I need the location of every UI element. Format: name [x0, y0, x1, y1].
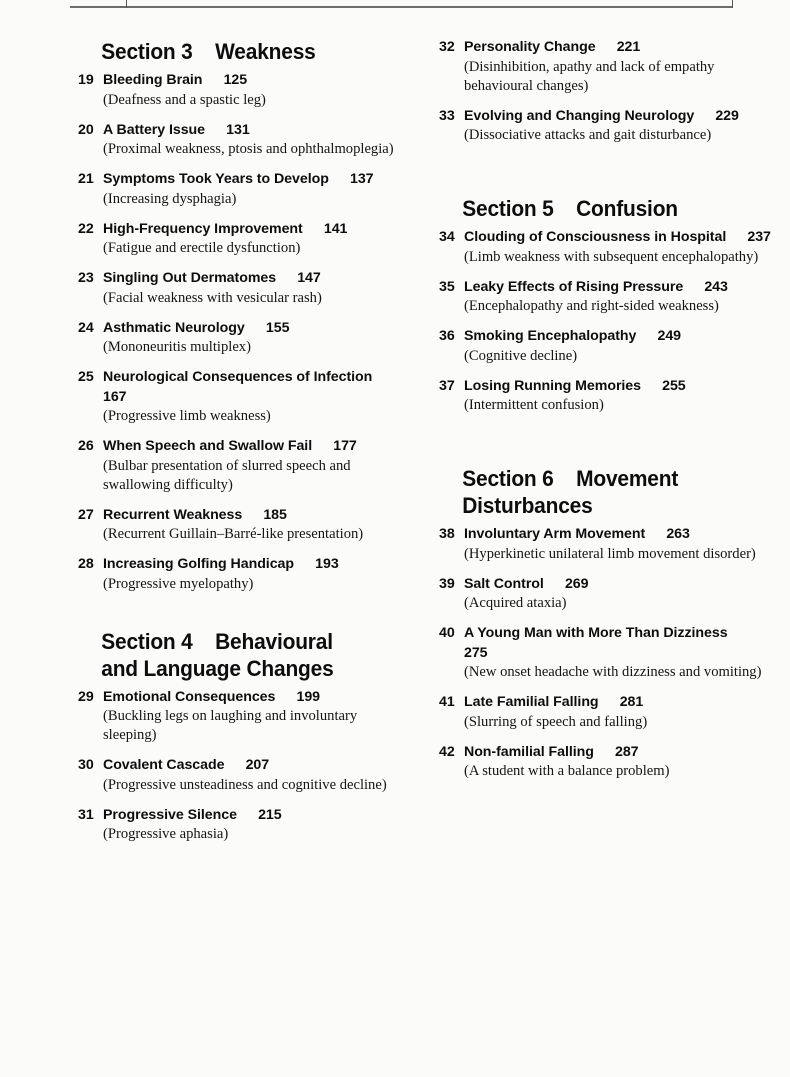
toc-entry-number: 25	[78, 369, 94, 385]
toc-entry-subtitle: (Progressive limb weakness)	[103, 408, 271, 424]
toc-entry[interactable]	[78, 71, 397, 110]
toc-entry-subtitle: (Progressive myelopathy)	[103, 575, 254, 592]
toc-entry-page-number: 177	[333, 438, 357, 454]
toc-entry-body	[103, 170, 397, 209]
toc-entry-title	[464, 693, 772, 713]
toc-entry-title-text: Increasing Golfing Handicap	[103, 556, 294, 572]
toc-entry-body	[464, 38, 772, 96]
toc-entry-page-number: 269	[564, 575, 589, 592]
toc-entry-title	[464, 228, 772, 248]
toc-entry-page-number: 131	[226, 121, 250, 138]
toc-entry-title	[103, 437, 397, 457]
toc-entry-number: 34	[439, 229, 455, 245]
toc-entry[interactable]	[78, 170, 397, 209]
toc-entry-title-text: Salt Control	[464, 575, 544, 592]
rule-tick-right	[732, 0, 733, 8]
toc-entry-title-text: Asthmatic Neurology	[103, 319, 245, 336]
toc-entry-subtitle: (Buckling legs on laughing and involuntary sleeping)	[103, 708, 361, 743]
toc-entry-number: 32	[439, 39, 455, 55]
toc-entry[interactable]	[439, 377, 772, 416]
section-heading: Section 6 Movement Disturbances	[462, 466, 684, 518]
toc-entry-subtitle: (Dissociative attacks and gait disturbance)	[464, 127, 712, 143]
toc-entry-page-number: 249	[657, 328, 682, 344]
toc-entry[interactable]	[78, 688, 397, 746]
toc-entry-number: 38	[439, 526, 455, 542]
toc-entry-body	[103, 437, 397, 495]
toc-entry-page-number: 141	[323, 220, 348, 237]
toc-entry-subtitle: (Increasing dysphagia)	[103, 190, 237, 207]
toc-entry-body	[103, 319, 397, 358]
toc-entry-page-number: 199	[296, 688, 321, 705]
toc-entry-page-number: 243	[704, 278, 728, 295]
toc-column-right	[405, 38, 790, 792]
toc-entry-body	[464, 228, 772, 267]
toc-entry[interactable]	[439, 228, 772, 267]
toc-entry-subtitle: (Cognitive decline)	[464, 347, 578, 364]
toc-entry-title	[103, 170, 397, 190]
toc-entry-subtitle: (Intermittent confusion)	[464, 397, 604, 413]
toc-entry-subtitle: (A student with a balance problem)	[464, 763, 670, 779]
toc-entry-title-text: Personality Change	[464, 39, 596, 55]
toc-entry-title	[103, 688, 397, 708]
toc-entry-subtitle: (Encephalopathy and right-sided weakness)	[464, 298, 719, 314]
toc-entry-title	[464, 38, 772, 58]
toc-entry-title	[103, 220, 397, 240]
toc-entry[interactable]	[439, 575, 772, 614]
toc-entry-title-text: Clouding of Consciousness in Hospital	[464, 229, 727, 245]
section-heading: Section 5 Confusion	[462, 196, 678, 221]
toc-entry-number: 30	[78, 757, 94, 773]
toc-entry-body	[103, 806, 397, 845]
toc-entry-number: 27	[78, 506, 94, 523]
toc-entry-subtitle: (Progressive unsteadiness and cognitive decline)	[103, 776, 387, 793]
toc-entry-title-text: When Speech and Swallow Fail	[103, 438, 313, 454]
toc-entry-title	[103, 756, 397, 776]
toc-entry-title-text: Covalent Cascade	[103, 757, 225, 773]
toc-entry-page-number: 275	[464, 644, 488, 661]
section-heading: Section 3 Weakness	[101, 39, 316, 64]
toc-entry-title-text: Recurrent Weakness	[103, 506, 243, 523]
toc-entry-subtitle: (Disinhibition, apathy and lack of empathy behavioural changes)	[464, 58, 719, 94]
toc-entry-title-text: Smoking Encephalopathy	[464, 328, 637, 344]
toc-entry-subtitle: (Hyperkinetic unilateral limb movement disorder)	[464, 545, 756, 562]
toc-entry-subtitle: (Facial weakness with vesicular rash)	[103, 289, 322, 306]
toc-entry[interactable]	[439, 693, 772, 732]
toc-entry[interactable]	[439, 624, 772, 682]
toc-entry[interactable]	[78, 756, 397, 795]
toc-entry-number: 20	[78, 121, 94, 138]
toc-entry-title	[103, 319, 397, 339]
toc-entry-subtitle: (Limb weakness with subsequent encephalopathy)	[464, 248, 759, 265]
toc-entry[interactable]	[439, 327, 772, 366]
toc-entry[interactable]	[439, 278, 772, 317]
toc-entry[interactable]	[78, 806, 397, 845]
toc-entry-subtitle: (New onset headache with dizziness and vomiting)	[464, 664, 762, 680]
toc-entry-body	[464, 693, 772, 732]
toc-entry-number: 31	[78, 806, 94, 823]
toc-entry-number: 28	[78, 556, 94, 572]
toc-entry-page-number: 147	[297, 270, 321, 286]
toc-entry-subtitle: (Bulbar presentation of slurred speech and swallowing difficulty)	[103, 457, 355, 493]
toc-entry-body	[103, 71, 397, 110]
section-heading: Section 4 Behavioural and Language Changes	[101, 628, 339, 681]
toc-entry-number: 40	[439, 625, 455, 641]
toc-entry-page-number: 137	[349, 171, 374, 187]
toc-entry-body	[464, 278, 772, 317]
toc-entry-subtitle: (Proximal weakness, ptosis and ophthalmoplegia)	[103, 141, 394, 157]
toc-entry-number: 36	[439, 328, 455, 344]
toc-entry-page-number: 215	[258, 806, 282, 823]
toc-entry-title-text: Losing Running Memories	[464, 377, 641, 394]
toc-entry-title-text: Involuntary Arm Movement	[464, 526, 646, 542]
toc-entry-title	[103, 269, 397, 289]
toc-entry[interactable]	[439, 107, 772, 146]
toc-entry-page-number: 221	[616, 39, 641, 55]
toc-entry-body	[464, 107, 772, 146]
toc-entry-body	[464, 525, 772, 564]
toc-entry-body	[464, 377, 772, 416]
toc-entry-title	[103, 506, 397, 526]
toc-entry-page-number: 185	[263, 506, 287, 523]
toc-entry[interactable]	[78, 506, 397, 545]
rule-tick-left	[126, 0, 127, 8]
toc-entry-title-text: Bleeding Brain	[103, 72, 203, 88]
toc-entry[interactable]	[78, 555, 397, 594]
toc-entry-subtitle: (Deafness and a spastic leg)	[103, 91, 266, 108]
toc-entry[interactable]	[439, 525, 772, 564]
toc-entry-title-text: Singling Out Dermatomes	[103, 270, 277, 286]
toc-entry-title	[103, 555, 397, 575]
toc-entry-number: 21	[78, 171, 94, 187]
toc-entry-number: 37	[439, 377, 455, 394]
toc-entry-title-text: A Young Man with More Than Dizziness	[464, 625, 728, 641]
toc-entry-page-number: 281	[619, 694, 644, 710]
toc-entry-page-number: 229	[715, 107, 739, 124]
toc-entry-title	[103, 368, 397, 407]
toc-entry-body	[464, 743, 772, 782]
toc-entry-number: 19	[78, 72, 94, 88]
toc-entry-body	[464, 327, 772, 366]
toc-entry-title-text: A Battery Issue	[103, 121, 206, 138]
toc-entry-number: 39	[439, 575, 455, 592]
toc-entry-title	[103, 121, 397, 141]
toc-entry[interactable]	[78, 319, 397, 358]
toc-entry-number: 22	[78, 220, 94, 237]
toc-entry-body	[103, 121, 397, 160]
toc-entry-title-text: Neurological Consequences of Infection	[103, 369, 373, 385]
toc-entry-subtitle: (Recurrent Guillain–Barré-like presentation)	[103, 526, 364, 542]
toc-entry[interactable]	[439, 38, 772, 96]
toc-entry-page-number: 263	[666, 526, 690, 542]
toc-entry-number: 35	[439, 278, 455, 295]
toc-entry[interactable]	[78, 121, 397, 160]
toc-entry-number: 23	[78, 270, 94, 286]
toc-entry-body	[464, 624, 772, 682]
toc-entry-title	[464, 107, 772, 127]
toc-entry-page-number: 287	[615, 743, 639, 760]
toc-entry-number: 29	[78, 688, 94, 705]
toc-entry-page-number: 155	[265, 319, 290, 336]
toc-entry-title-text: Evolving and Changing Neurology	[464, 107, 695, 124]
toc-entry-body	[464, 575, 772, 614]
toc-entry-title-text: Symptoms Took Years to Develop	[103, 171, 329, 187]
toc-entry-body	[103, 368, 397, 426]
toc-entry-subtitle: (Fatigue and erectile dysfunction)	[103, 240, 301, 256]
toc-entry-title	[464, 743, 772, 763]
toc-entry[interactable]	[439, 743, 772, 782]
toc-entry-subtitle: (Mononeuritis multiplex)	[103, 339, 251, 355]
page-top-rule	[70, 6, 733, 8]
toc-entry-body	[103, 555, 397, 594]
toc-entry-page-number: 167	[103, 388, 127, 405]
toc-columns	[0, 38, 790, 855]
toc-entry-subtitle: (Acquired ataxia)	[464, 595, 567, 611]
toc-entry-title	[464, 278, 772, 298]
toc-entry-title-text: Late Familial Falling	[464, 694, 599, 710]
toc-entry-number: 41	[439, 694, 455, 710]
toc-entry[interactable]	[78, 437, 397, 495]
toc-entry-title	[103, 71, 397, 91]
toc-entry-body	[103, 688, 397, 746]
toc-entry-title-text: High-Frequency Improvement	[103, 220, 303, 237]
toc-entry-title	[464, 377, 772, 397]
toc-entry-title	[464, 525, 772, 545]
toc-entry-page-number: 193	[315, 556, 339, 572]
toc-entry-title	[464, 575, 772, 595]
toc-entry[interactable]	[78, 368, 397, 426]
toc-entry-title-text: Progressive Silence	[103, 806, 237, 823]
toc-entry-page-number: 207	[245, 757, 270, 773]
toc-entry-body	[103, 220, 397, 259]
toc-entry-body	[103, 269, 397, 308]
toc-entry[interactable]	[78, 269, 397, 308]
toc-entry-body	[103, 506, 397, 545]
toc-entry-number: 26	[78, 438, 94, 454]
toc-entry-title-text: Non-familial Falling	[464, 743, 594, 760]
toc-entry-page-number: 237	[747, 229, 771, 245]
toc-entry-subtitle: (Progressive aphasia)	[103, 826, 229, 842]
toc-entry[interactable]	[78, 220, 397, 259]
toc-entry-number: 42	[439, 743, 455, 760]
toc-entry-body	[103, 756, 397, 795]
toc-entry-page-number: 125	[223, 72, 248, 88]
toc-entry-subtitle: (Slurring of speech and falling)	[464, 713, 648, 730]
toc-entry-title-text: Leaky Effects of Rising Pressure	[464, 278, 684, 295]
toc-entry-title-text: Emotional Consequences	[103, 688, 276, 705]
toc-entry-title	[464, 624, 772, 663]
toc-column-left	[0, 38, 405, 855]
toc-entry-number: 24	[78, 319, 94, 336]
toc-entry-page-number: 255	[662, 377, 686, 394]
toc-entry-title	[464, 327, 772, 347]
toc-entry-number: 33	[439, 107, 455, 124]
toc-entry-title	[103, 806, 397, 826]
